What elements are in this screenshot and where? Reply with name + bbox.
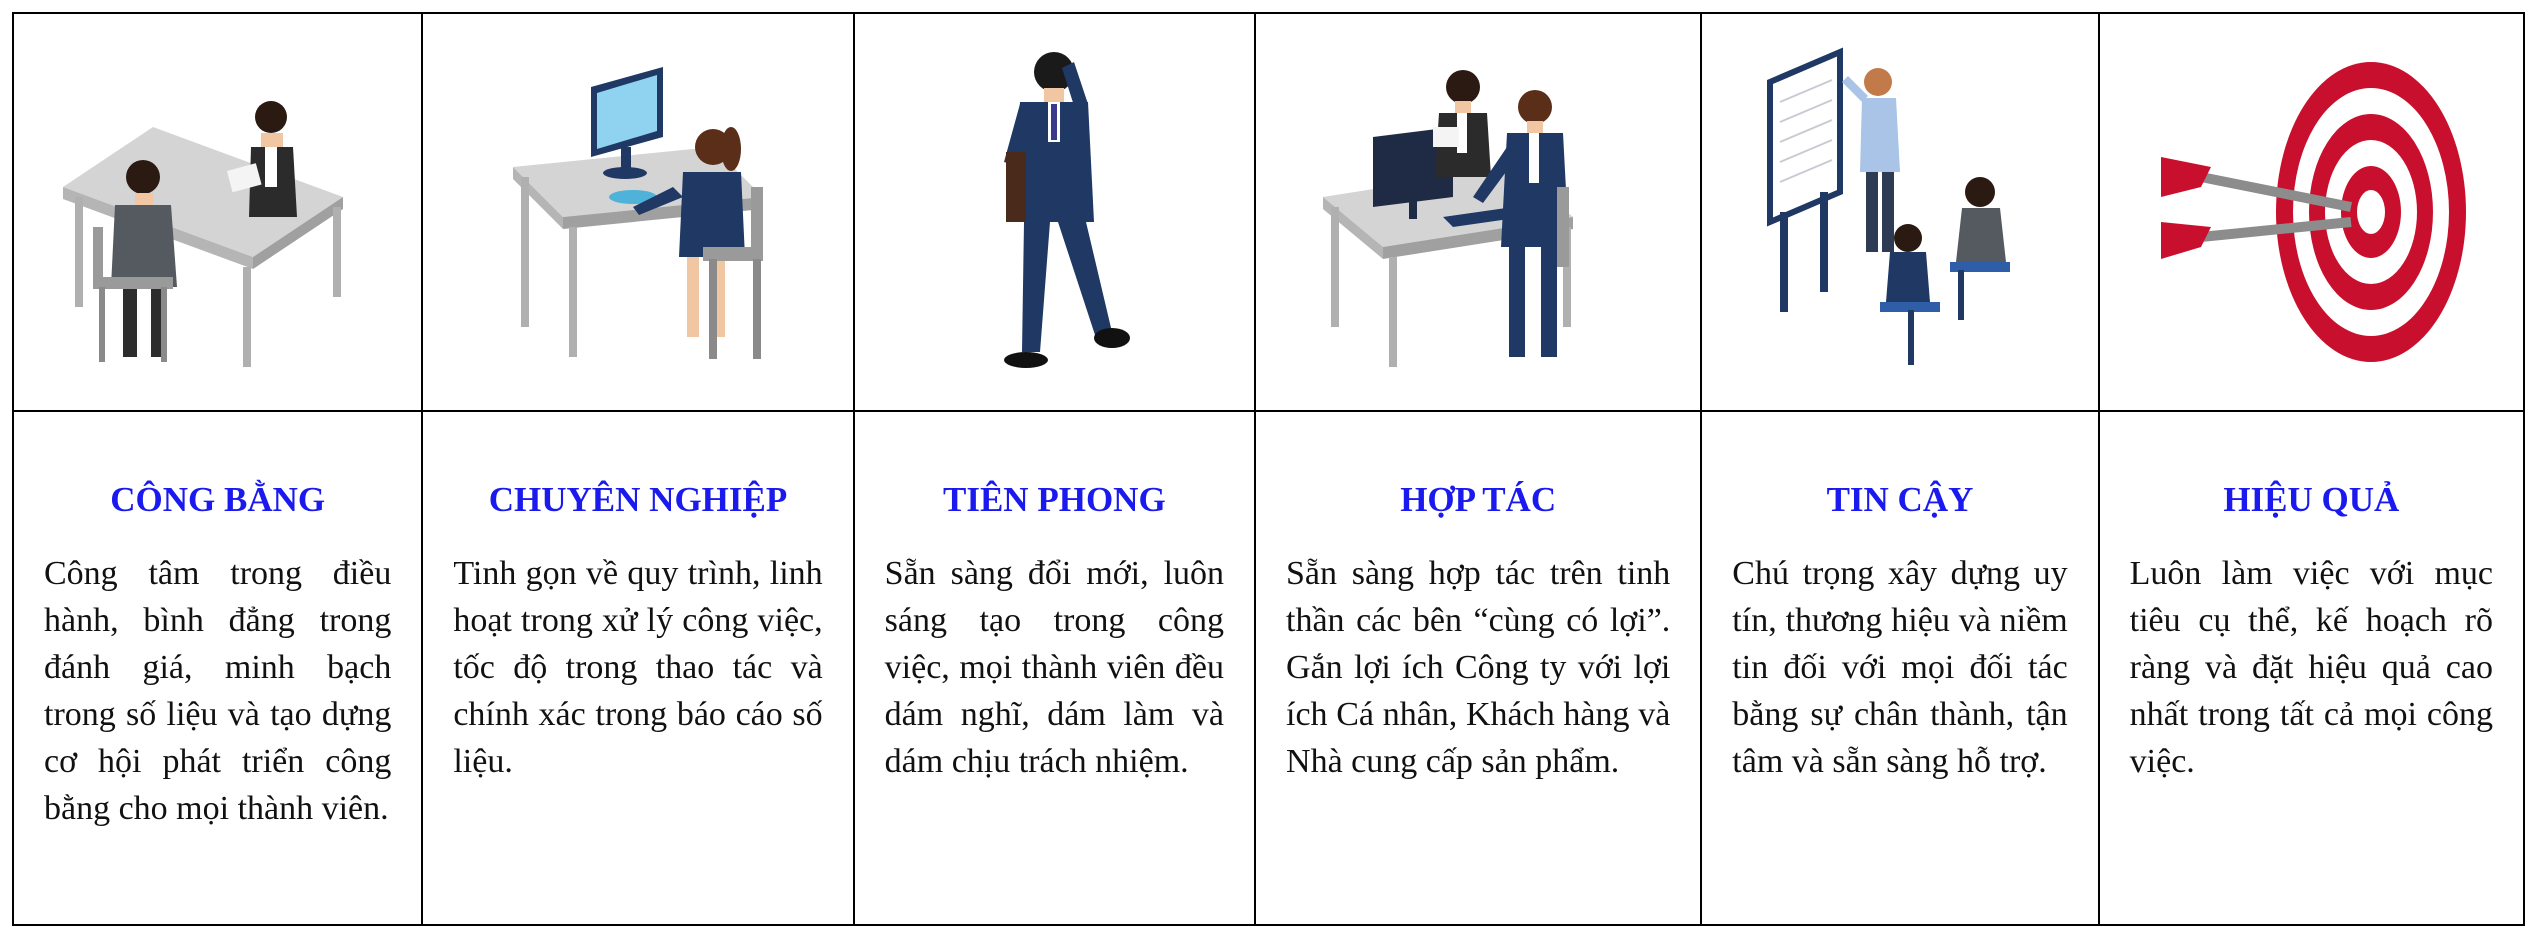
target-darts-icon xyxy=(2141,47,2481,377)
value-title: CÔNG BẰNG xyxy=(110,480,326,519)
value-column-tien-phong xyxy=(855,14,1256,924)
presentation-icon xyxy=(1750,42,2050,382)
text-cell xyxy=(14,412,421,924)
image-cell xyxy=(1702,14,2097,412)
value-title: CHUYÊN NGHIỆP xyxy=(488,480,788,519)
core-values-table xyxy=(12,12,2525,926)
text-cell xyxy=(1702,412,2097,924)
image-cell xyxy=(14,14,421,412)
image-cell xyxy=(855,14,1254,412)
value-description: Công tâm trong điều hành, bình đẳng trong đánh giá, minh bạch trong số liệu và tạo dựng cơ hội phát triển công bằng cho mọi thành viên. xyxy=(44,555,392,827)
text-cell xyxy=(1256,412,1700,924)
text-cell xyxy=(855,412,1254,924)
value-column-tin-cay xyxy=(1702,14,2099,924)
value-description: Chú trọng xây dựng uy tín, thương hiệu và niềm tin đối với mọi đối tác bằng sự chân thành, tận tâm và sẵn sàng hỗ trợ. xyxy=(1732,555,2068,780)
value-description: Sẵn sàng hợp tác trên tinh thần các bên “cùng có lợi”. Gắn lợi ích Công ty với lợi ích Cá nhân, Khách hàng và Nhà cung cấp sản phẩm. xyxy=(1286,555,1671,780)
value-title: HIỆU QUẢ xyxy=(2223,480,2400,519)
value-column-cong-bang xyxy=(14,14,423,924)
text-cell xyxy=(423,412,852,924)
team-collaboration-icon xyxy=(1313,47,1643,377)
computer-desk-worker-icon xyxy=(473,47,803,377)
value-title: HỢP TÁC xyxy=(1400,480,1557,519)
interview-meeting-icon xyxy=(53,47,383,377)
value-description: Tinh gọn về quy trình, linh hoạt trong xử lý công việc, tốc độ trong thao tác và chính xác trong báo cáo số liệu. xyxy=(453,555,823,780)
value-column-hop-tac xyxy=(1256,14,1702,924)
value-description: Sẵn sàng đổi mới, luôn sáng tạo trong công việc, mọi thành viên đều dám nghĩ, dám làm và dám chịu trách nhiệm. xyxy=(884,555,1225,780)
image-cell xyxy=(423,14,852,412)
text-cell xyxy=(2100,412,2523,924)
walking-businessman-icon xyxy=(954,42,1154,382)
value-title: TIN CẬY xyxy=(1826,480,1974,519)
image-cell xyxy=(1256,14,1700,412)
value-description: Luôn làm việc với mục tiêu cụ thể, kế hoạch rõ ràng và đặt hiệu quả cao nhất trong tất cả mọi công việc. xyxy=(2129,555,2493,780)
value-column-chuyen-nghiep xyxy=(423,14,854,924)
image-cell xyxy=(2100,14,2523,412)
value-title: TIÊN PHONG xyxy=(943,480,1166,519)
value-column-hieu-qua xyxy=(2100,14,2523,924)
